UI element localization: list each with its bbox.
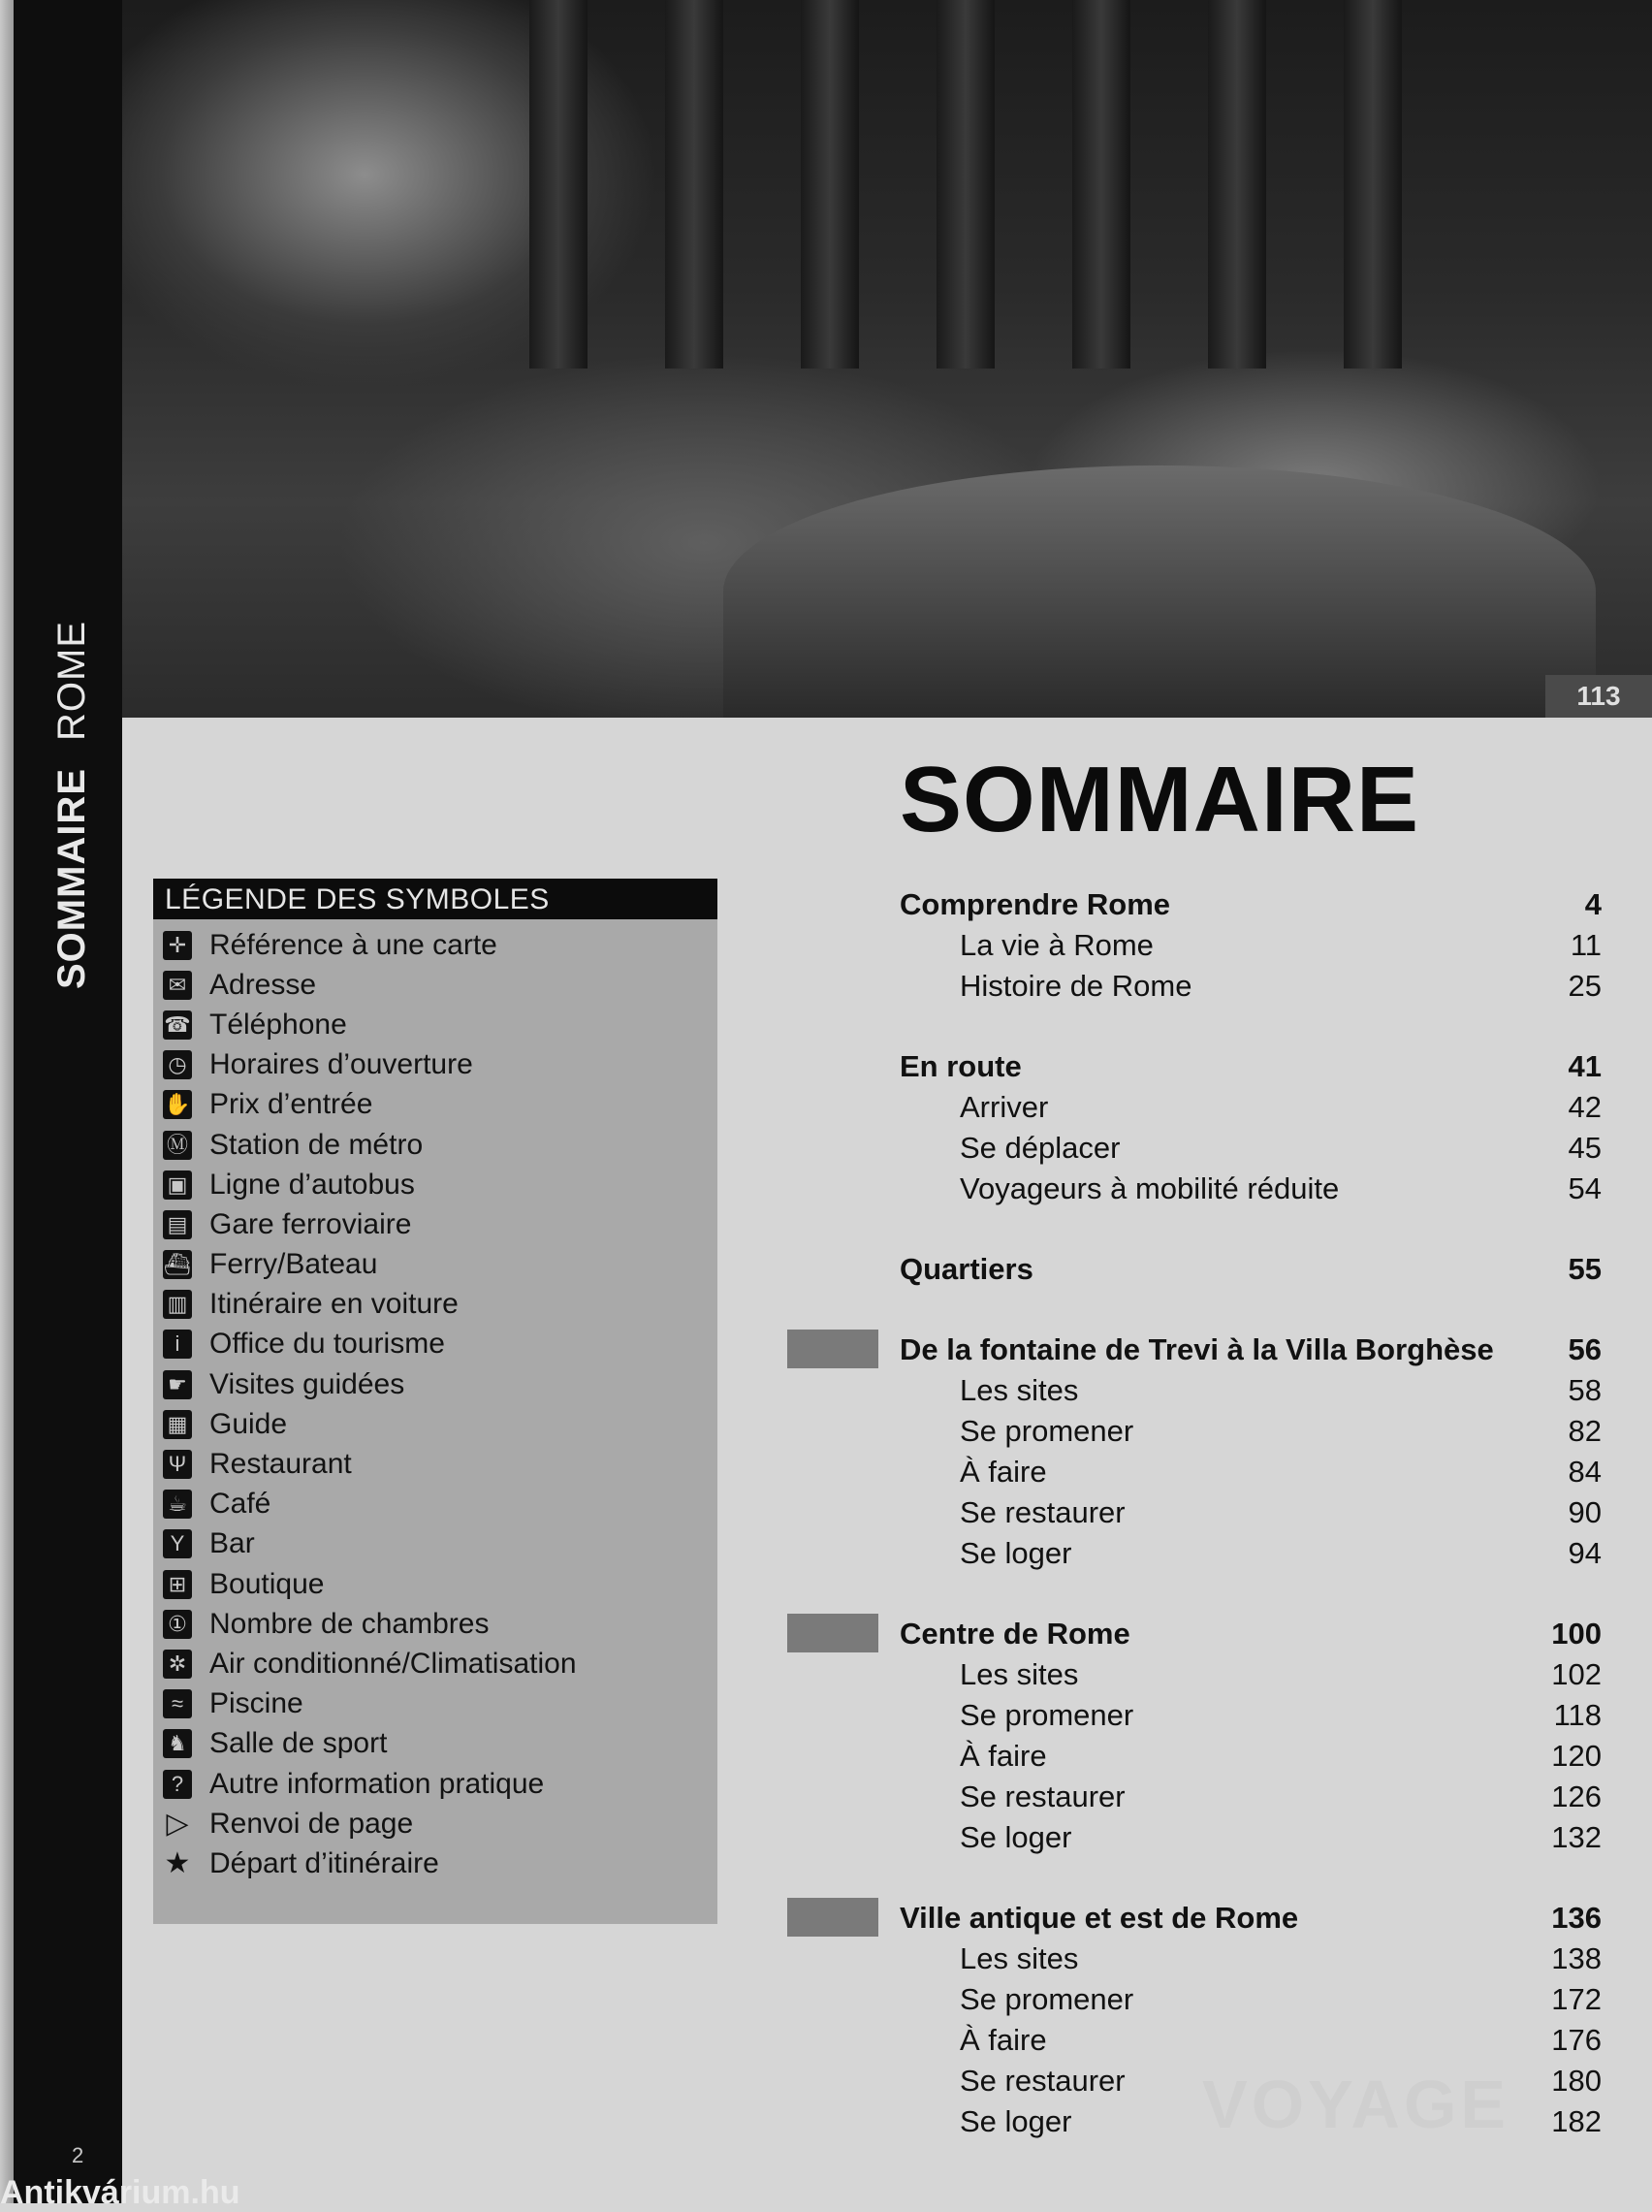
telephone-icon: ☎ bbox=[163, 1010, 192, 1040]
legend-item bbox=[163, 1165, 717, 1204]
star-icon: ★ bbox=[164, 1846, 191, 1879]
toc-section bbox=[900, 884, 1602, 1007]
toc-entry-label: Se restaurer bbox=[960, 1495, 1126, 1529]
sidebar-city-label: ROME bbox=[50, 621, 93, 741]
toc-entry bbox=[900, 1533, 1602, 1574]
column bbox=[529, 0, 588, 369]
scan-credit: Antikvárium.hu bbox=[0, 2174, 240, 2211]
legend-item bbox=[163, 1245, 717, 1285]
clock-icon: ◷ bbox=[163, 1050, 192, 1079]
price-icon: ✋ bbox=[163, 1090, 192, 1119]
legend-item-label: Café bbox=[209, 1488, 271, 1521]
legend-item bbox=[163, 1684, 717, 1724]
toc-entry bbox=[900, 1128, 1602, 1169]
toc-entry bbox=[900, 2020, 1602, 2061]
toc-entry-page: 172 bbox=[1551, 1982, 1602, 2016]
toc-entry bbox=[900, 1411, 1602, 1452]
column bbox=[801, 0, 859, 369]
legend-item bbox=[163, 1085, 717, 1125]
legend-item-label: Bar bbox=[209, 1527, 255, 1560]
legend-item-label: Ligne d’autobus bbox=[209, 1168, 415, 1201]
toc-entry-page: 82 bbox=[1568, 1414, 1602, 1448]
toc-entry-label: Se loger bbox=[960, 1536, 1072, 1570]
legend-item-label: Salle de sport bbox=[209, 1727, 388, 1760]
toc-entry bbox=[900, 1939, 1602, 1979]
page-reference-icon: ▷ bbox=[166, 1807, 189, 1840]
toc-entry-page: 90 bbox=[1568, 1495, 1602, 1529]
legend-item-label: Station de métro bbox=[209, 1128, 424, 1161]
toc-section bbox=[900, 1614, 1602, 1858]
legend-item-label: Ferry/Bateau bbox=[209, 1248, 378, 1281]
toc-section-page: 55 bbox=[1568, 1252, 1602, 1286]
toc-entry-page: 120 bbox=[1551, 1739, 1602, 1773]
toc-entry-page: 132 bbox=[1551, 1820, 1602, 1854]
toc-section-page: 136 bbox=[1551, 1901, 1602, 1935]
toc-entry-page: 84 bbox=[1568, 1455, 1602, 1489]
toc-entry-label: Se promener bbox=[960, 1414, 1134, 1448]
toc-entry-page: 102 bbox=[1551, 1657, 1602, 1691]
toc-entry-page: 42 bbox=[1568, 1090, 1602, 1124]
toc-entry-label: À faire bbox=[960, 1455, 1047, 1489]
legend-item bbox=[163, 1404, 717, 1444]
legend-item-label: Autre information pratique bbox=[209, 1767, 545, 1800]
legend-item-label: Visites guidées bbox=[209, 1367, 405, 1400]
toc-entry-page: 58 bbox=[1568, 1373, 1602, 1407]
legend-item bbox=[163, 1724, 717, 1764]
sidebar bbox=[14, 0, 122, 2203]
toc-entry bbox=[900, 1370, 1602, 1411]
toc-entry-label: Arriver bbox=[960, 1090, 1049, 1124]
legend-item-label: Itinéraire en voiture bbox=[209, 1288, 459, 1321]
toc-entry-label: Se loger bbox=[960, 2104, 1072, 2138]
toc-section-title: Quartiers bbox=[900, 1252, 1033, 1286]
gym-icon: ♞ bbox=[163, 1729, 192, 1758]
legend-item bbox=[163, 1644, 717, 1683]
legend-item-label: Prix d’entrée bbox=[209, 1088, 373, 1121]
legend-item bbox=[163, 1045, 717, 1085]
toc-entry-label: Voyageurs à mobilité réduite bbox=[960, 1171, 1340, 1205]
toc-entry bbox=[900, 1492, 1602, 1533]
toc-entry-page: 176 bbox=[1551, 2023, 1602, 2057]
toc-entry bbox=[900, 1452, 1602, 1492]
legend-item bbox=[163, 1005, 717, 1044]
legend-item-label: Départ d’itinéraire bbox=[209, 1846, 439, 1879]
toc-section-title: En route bbox=[900, 1049, 1022, 1083]
toc-entry-label: Les sites bbox=[960, 1941, 1079, 1975]
guided-tour-icon: ☛ bbox=[163, 1370, 192, 1399]
toc-entry-page: 25 bbox=[1568, 969, 1602, 1003]
car-icon: ▥ bbox=[163, 1290, 192, 1319]
toc-entry-label: Se loger bbox=[960, 1820, 1072, 1854]
toc-entry-label: À faire bbox=[960, 1739, 1047, 1773]
legend-item-label: Piscine bbox=[209, 1687, 303, 1720]
address-icon: ✉ bbox=[163, 971, 192, 1000]
toc-section-page: 4 bbox=[1584, 887, 1602, 921]
bus-icon: ▣ bbox=[163, 1170, 192, 1200]
legend-item bbox=[163, 1444, 717, 1484]
page-title: SOMMAIRE bbox=[900, 748, 1419, 851]
pantheon-fountain-photo bbox=[122, 0, 1652, 718]
toc-entry-page: 138 bbox=[1551, 1941, 1602, 1975]
column bbox=[665, 0, 723, 369]
map-reference-icon: ✛ bbox=[163, 931, 192, 960]
info-icon: i bbox=[163, 1330, 192, 1359]
sidebar-section-label: SOMMAIRE bbox=[50, 768, 93, 989]
legend-item bbox=[163, 965, 717, 1005]
legend-item-label: Air conditionné/Climatisation bbox=[209, 1647, 577, 1680]
restaurant-icon: Ψ bbox=[163, 1450, 192, 1479]
toc-entry-label: Histoire de Rome bbox=[960, 969, 1192, 1003]
toc-entry-label: Se promener bbox=[960, 1698, 1134, 1732]
toc-entry-label: À faire bbox=[960, 2023, 1047, 2057]
legend-item bbox=[163, 925, 717, 965]
toc-section-heading bbox=[900, 1330, 1602, 1370]
toc-section-heading bbox=[900, 1249, 1602, 1290]
photo-page-badge: 113 bbox=[1545, 675, 1652, 718]
page-edge bbox=[0, 0, 14, 2203]
table-of-contents bbox=[900, 884, 1602, 2182]
toc-section bbox=[900, 1046, 1602, 1209]
legend-item bbox=[163, 1285, 717, 1325]
toc-entry-label: Se promener bbox=[960, 1982, 1134, 2016]
district-color-marker bbox=[787, 1614, 878, 1652]
toc-section bbox=[900, 1330, 1602, 1574]
legend-item-label: Référence à une carte bbox=[209, 928, 497, 961]
column bbox=[937, 0, 995, 369]
symbol-legend bbox=[153, 879, 717, 1924]
toc-entry-page: 182 bbox=[1551, 2104, 1602, 2138]
legend-item bbox=[163, 1804, 717, 1843]
legend-item bbox=[163, 1524, 717, 1564]
legend-item-label: Horaires d’ouverture bbox=[209, 1048, 473, 1081]
toc-entry bbox=[900, 1817, 1602, 1858]
toc-section-heading bbox=[900, 1898, 1602, 1939]
toc-section-title: De la fontaine de Trevi à la Villa Borghèse bbox=[900, 1332, 1494, 1366]
district-color-marker bbox=[787, 1898, 878, 1937]
publisher-watermark: VOYAGE bbox=[1202, 2067, 1510, 2142]
metro-icon: Ⓜ bbox=[163, 1131, 192, 1160]
legend-item bbox=[163, 1843, 717, 1883]
toc-section-title: Ville antique et est de Rome bbox=[900, 1901, 1299, 1935]
toc-section-page: 41 bbox=[1568, 1049, 1602, 1083]
legend-item-label: Boutique bbox=[209, 1567, 325, 1600]
toc-section bbox=[900, 1249, 1602, 1290]
column bbox=[1072, 0, 1130, 369]
toc-entry-label: Se restaurer bbox=[960, 2064, 1126, 2098]
toc-entry-page: 45 bbox=[1568, 1131, 1602, 1165]
toc-entry-page: 11 bbox=[1570, 928, 1602, 962]
legend-item-label: Renvoi de page bbox=[209, 1807, 414, 1840]
toc-entry-page: 94 bbox=[1568, 1536, 1602, 1570]
column bbox=[1208, 0, 1266, 369]
toc-section-heading bbox=[900, 884, 1602, 925]
toc-section-heading bbox=[900, 1046, 1602, 1087]
other-info-icon: ? bbox=[163, 1770, 192, 1799]
toc-section-page: 56 bbox=[1568, 1332, 1602, 1366]
toc-entry bbox=[900, 1736, 1602, 1777]
ferry-icon: ⛴ bbox=[163, 1250, 192, 1279]
legend-list bbox=[153, 919, 717, 1884]
toc-section-title: Centre de Rome bbox=[900, 1617, 1130, 1651]
toc-entry bbox=[900, 966, 1602, 1007]
toc-entry-page: 126 bbox=[1551, 1779, 1602, 1813]
toc-entry-label: Se restaurer bbox=[960, 1779, 1126, 1813]
legend-item bbox=[163, 1204, 717, 1244]
legend-item bbox=[163, 1125, 717, 1165]
toc-entry-page: 118 bbox=[1553, 1698, 1602, 1732]
toc-entry bbox=[900, 1654, 1602, 1695]
toc-entry bbox=[900, 1777, 1602, 1817]
toc-entry-label: Se déplacer bbox=[960, 1131, 1121, 1165]
legend-item-label: Adresse bbox=[209, 968, 317, 1001]
toc-section-title: Comprendre Rome bbox=[900, 887, 1171, 921]
sidebar-tab bbox=[14, 0, 122, 1018]
page-number: 2 bbox=[72, 2143, 84, 2167]
legend-item-label: Office du tourisme bbox=[209, 1328, 445, 1361]
legend-item-label: Gare ferroviaire bbox=[209, 1207, 412, 1240]
train-icon: ▤ bbox=[163, 1210, 192, 1239]
shop-icon: ⊞ bbox=[163, 1570, 192, 1599]
bar-icon: Y bbox=[163, 1529, 192, 1558]
district-color-marker bbox=[787, 1330, 878, 1368]
legend-item-label: Téléphone bbox=[209, 1008, 347, 1041]
toc-section-page: 100 bbox=[1551, 1617, 1602, 1651]
rooms-icon: ① bbox=[163, 1610, 192, 1639]
legend-item bbox=[163, 1564, 717, 1604]
toc-entry-label: La vie à Rome bbox=[960, 928, 1154, 962]
legend-item bbox=[163, 1485, 717, 1524]
toc-entry bbox=[900, 1087, 1602, 1128]
legend-item bbox=[163, 1604, 717, 1644]
toc-entry-label: Les sites bbox=[960, 1373, 1079, 1407]
guide-book-icon: ▦ bbox=[163, 1410, 192, 1439]
air-conditioning-icon: ✲ bbox=[163, 1650, 192, 1679]
sidebar-vertical-label bbox=[50, 621, 94, 989]
toc-entry bbox=[900, 1169, 1602, 1209]
toc-entry bbox=[900, 925, 1602, 966]
toc-section-heading bbox=[900, 1614, 1602, 1654]
pool-icon: ≈ bbox=[163, 1689, 192, 1718]
toc-entry-page: 54 bbox=[1568, 1171, 1602, 1205]
legend-heading: LÉGENDE DES SYMBOLES bbox=[153, 879, 717, 919]
toc-entry bbox=[900, 1979, 1602, 2020]
fountain-basin bbox=[723, 465, 1596, 718]
column bbox=[1344, 0, 1402, 369]
legend-item-label: Nombre de chambres bbox=[209, 1607, 490, 1640]
toc-entry-label: Les sites bbox=[960, 1657, 1079, 1691]
toc-entry bbox=[900, 1695, 1602, 1736]
cafe-icon: ☕ bbox=[163, 1490, 192, 1519]
legend-item bbox=[163, 1325, 717, 1364]
toc-entry-page: 180 bbox=[1551, 2064, 1602, 2098]
legend-item bbox=[163, 1364, 717, 1404]
legend-item-label: Guide bbox=[209, 1407, 288, 1440]
legend-item-label: Restaurant bbox=[209, 1448, 352, 1481]
legend-item bbox=[163, 1764, 717, 1804]
